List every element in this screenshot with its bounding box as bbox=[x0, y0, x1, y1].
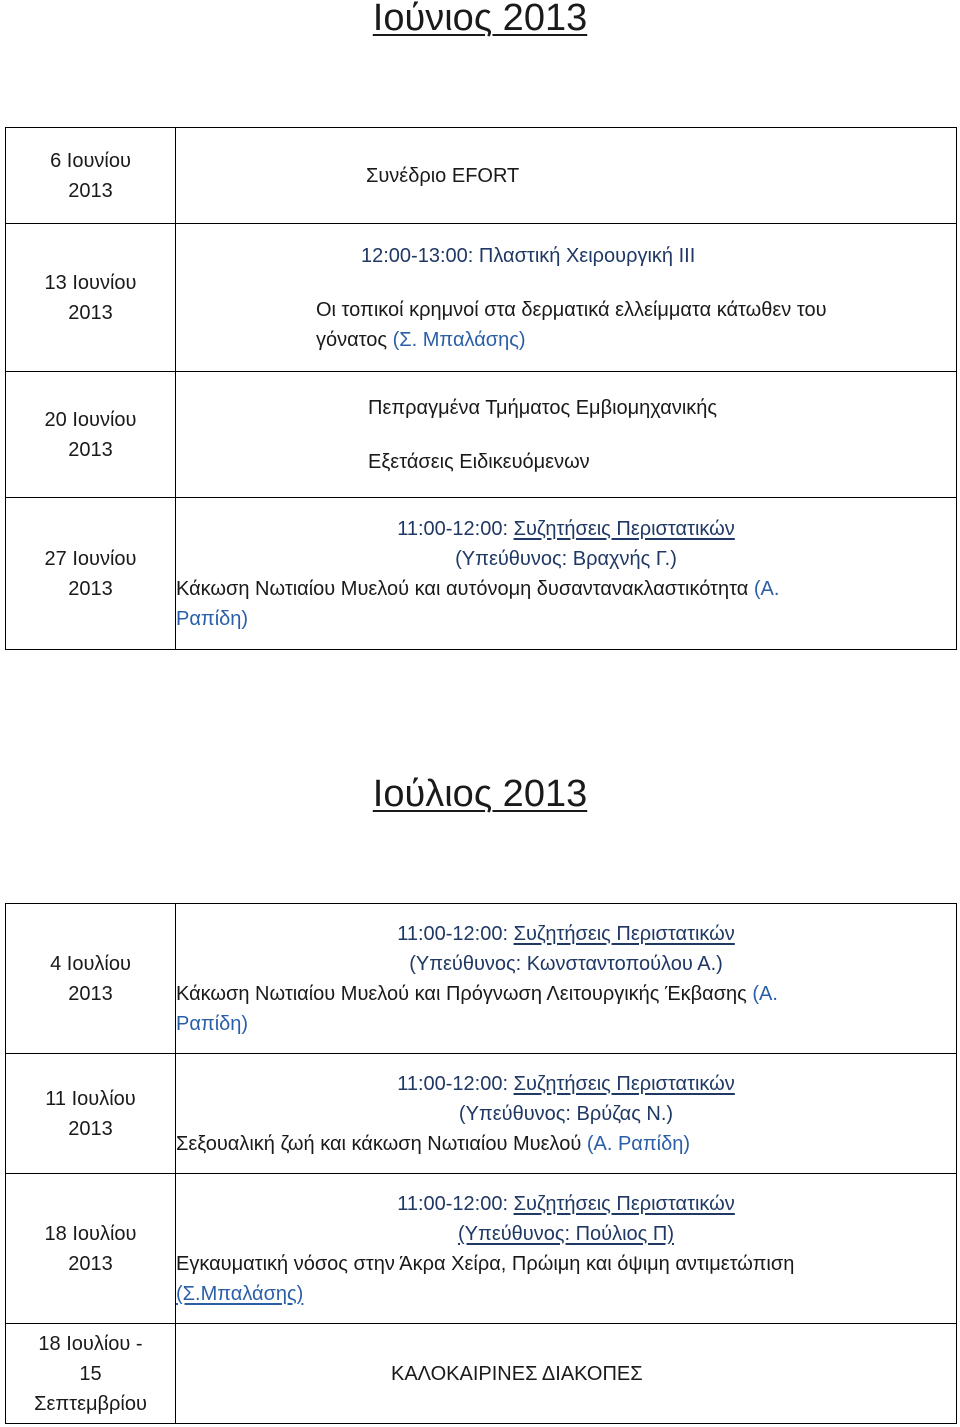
event-cell bbox=[176, 1174, 957, 1324]
event-cell bbox=[176, 224, 957, 372]
table-row bbox=[6, 128, 957, 224]
date-text: 27 Ιουνίου bbox=[44, 547, 137, 570]
event-cell bbox=[176, 128, 957, 224]
session-type: Συζητήσεις Περιστατικών bbox=[513, 1072, 735, 1095]
talk-title bbox=[176, 1129, 956, 1159]
responsible-person: (Υπεύθυνος: Βρύζας Ν.) bbox=[458, 1102, 674, 1125]
table-row bbox=[6, 1054, 957, 1174]
session-heading bbox=[176, 1069, 956, 1099]
date-text: 4 Ιουλίου bbox=[50, 952, 131, 975]
date-text: Σεπτεμβρίου bbox=[34, 1392, 147, 1415]
session-type: Συζητήσεις Περιστατικών bbox=[513, 1192, 735, 1215]
event-cell bbox=[176, 904, 957, 1054]
talk-text: Κάκωση Νωτιαίου Μυελού και Πρόγνωση Λειτουργικής Έκβασης bbox=[176, 982, 753, 1005]
event-cell bbox=[176, 1054, 957, 1174]
date-cell bbox=[6, 372, 176, 498]
talk-title: Οι τοπικοί κρημνοί στα δερματικά ελλείμματα κάτωθεν του bbox=[316, 298, 827, 321]
date-year: 2013 bbox=[68, 982, 113, 1005]
date-cell bbox=[6, 1174, 176, 1324]
event-title: Συνέδριο EFORT bbox=[366, 164, 520, 187]
event-cell bbox=[176, 372, 957, 498]
date-cell bbox=[6, 1324, 176, 1424]
date-cell bbox=[6, 1054, 176, 1174]
speaker-name: (Σ. Μπαλάσης) bbox=[387, 328, 526, 351]
table-row bbox=[6, 1324, 957, 1424]
event-cell bbox=[176, 1324, 957, 1424]
session-type: Συζητήσεις Περιστατικών bbox=[513, 922, 735, 945]
session-type: Συζητήσεις Περιστατικών bbox=[513, 517, 735, 540]
date-text: 18 Ιουλίου - bbox=[38, 1332, 143, 1355]
event-title: ΚΑΛΟΚΑΙΡΙΝΕΣ ΔΙΑΚΟΠΕΣ bbox=[391, 1362, 643, 1385]
date-text: 20 Ιουνίου bbox=[44, 408, 137, 431]
date-cell bbox=[6, 498, 176, 650]
table-row bbox=[6, 224, 957, 372]
talk-title-continued bbox=[176, 325, 956, 355]
responsible-person: (Υπεύθυνος: Βραχνής Γ.) bbox=[455, 547, 677, 570]
date-cell bbox=[6, 128, 176, 224]
talk-title bbox=[176, 574, 956, 604]
date-year: 2013 bbox=[68, 301, 113, 324]
talk-title bbox=[176, 979, 956, 1009]
date-text: 15 bbox=[79, 1362, 102, 1385]
event-title: Εξετάσεις Ειδικευόμενων bbox=[368, 450, 590, 473]
table-row bbox=[6, 1174, 957, 1324]
speaker-name: (Σ.Μπαλάσης) bbox=[176, 1282, 304, 1305]
date-text: 13 Ιουνίου bbox=[44, 271, 137, 294]
session-time: 11:00-12:00: bbox=[397, 517, 514, 540]
date-text: 11 Ιουλίου bbox=[45, 1087, 136, 1110]
speaker-name-continued: Ραπίδη) bbox=[176, 1012, 249, 1035]
june-schedule-table bbox=[5, 127, 957, 650]
responsible-person: (Υπεύθυνος: Κωνσταντοπούλου Α.) bbox=[409, 952, 723, 975]
session-time: 12:00-13:00: Πλαστική Χειρουργική ΙΙΙ bbox=[361, 244, 696, 267]
table-row bbox=[6, 372, 957, 498]
table-row bbox=[6, 904, 957, 1054]
session-heading bbox=[176, 1189, 956, 1219]
spacer bbox=[176, 423, 956, 447]
session-time: 11:00-12:00: bbox=[397, 1192, 514, 1215]
speaker-name: (Α. bbox=[753, 577, 780, 600]
date-text: 6 Ιουνίου bbox=[50, 149, 131, 172]
table-row bbox=[6, 498, 957, 650]
responsible-person: (Υπεύθυνος: Πούλιος Π) bbox=[458, 1222, 674, 1245]
june-month-title: Ιούνιος 2013 bbox=[372, 0, 588, 39]
speaker-name-continued: Ραπίδη) bbox=[176, 607, 249, 630]
talk-title-end: γόνατος bbox=[316, 328, 388, 351]
date-year: 2013 bbox=[68, 438, 113, 461]
session-time: 11:00-12:00: bbox=[397, 1072, 514, 1095]
date-cell bbox=[6, 904, 176, 1054]
speaker-name: (Α. bbox=[752, 982, 778, 1005]
talk-text: Σεξουαλική ζωή και κάκωση Νωτιαίου Μυελού bbox=[176, 1132, 587, 1155]
speaker-name: (Α. Ραπίδη) bbox=[586, 1132, 691, 1155]
event-cell bbox=[176, 498, 957, 650]
date-cell bbox=[6, 224, 176, 372]
talk-title: Εγκαυματική νόσος στην Άκρα Χείρα, Πρώιμη και όψιμη αντιμετώπιση bbox=[176, 1252, 795, 1275]
date-year: 2013 bbox=[68, 1117, 113, 1140]
session-heading bbox=[176, 514, 956, 544]
july-month-title: Ιούλιος 2013 bbox=[372, 773, 588, 815]
date-year: 2013 bbox=[68, 577, 113, 600]
session-time: 11:00-12:00: bbox=[397, 922, 514, 945]
spacer bbox=[176, 271, 956, 295]
talk-text: Κάκωση Νωτιαίου Μυελού και αυτόνομη δυσαντανακλαστικότητα bbox=[176, 577, 754, 600]
date-year: 2013 bbox=[68, 179, 113, 202]
july-schedule-table bbox=[5, 903, 957, 1424]
date-year: 2013 bbox=[68, 1252, 113, 1275]
session-heading bbox=[176, 919, 956, 949]
event-title: Πεπραγμένα Τμήματος Εμβιομηχανικής bbox=[368, 396, 718, 419]
date-text: 18 Ιουλίου bbox=[44, 1222, 137, 1245]
